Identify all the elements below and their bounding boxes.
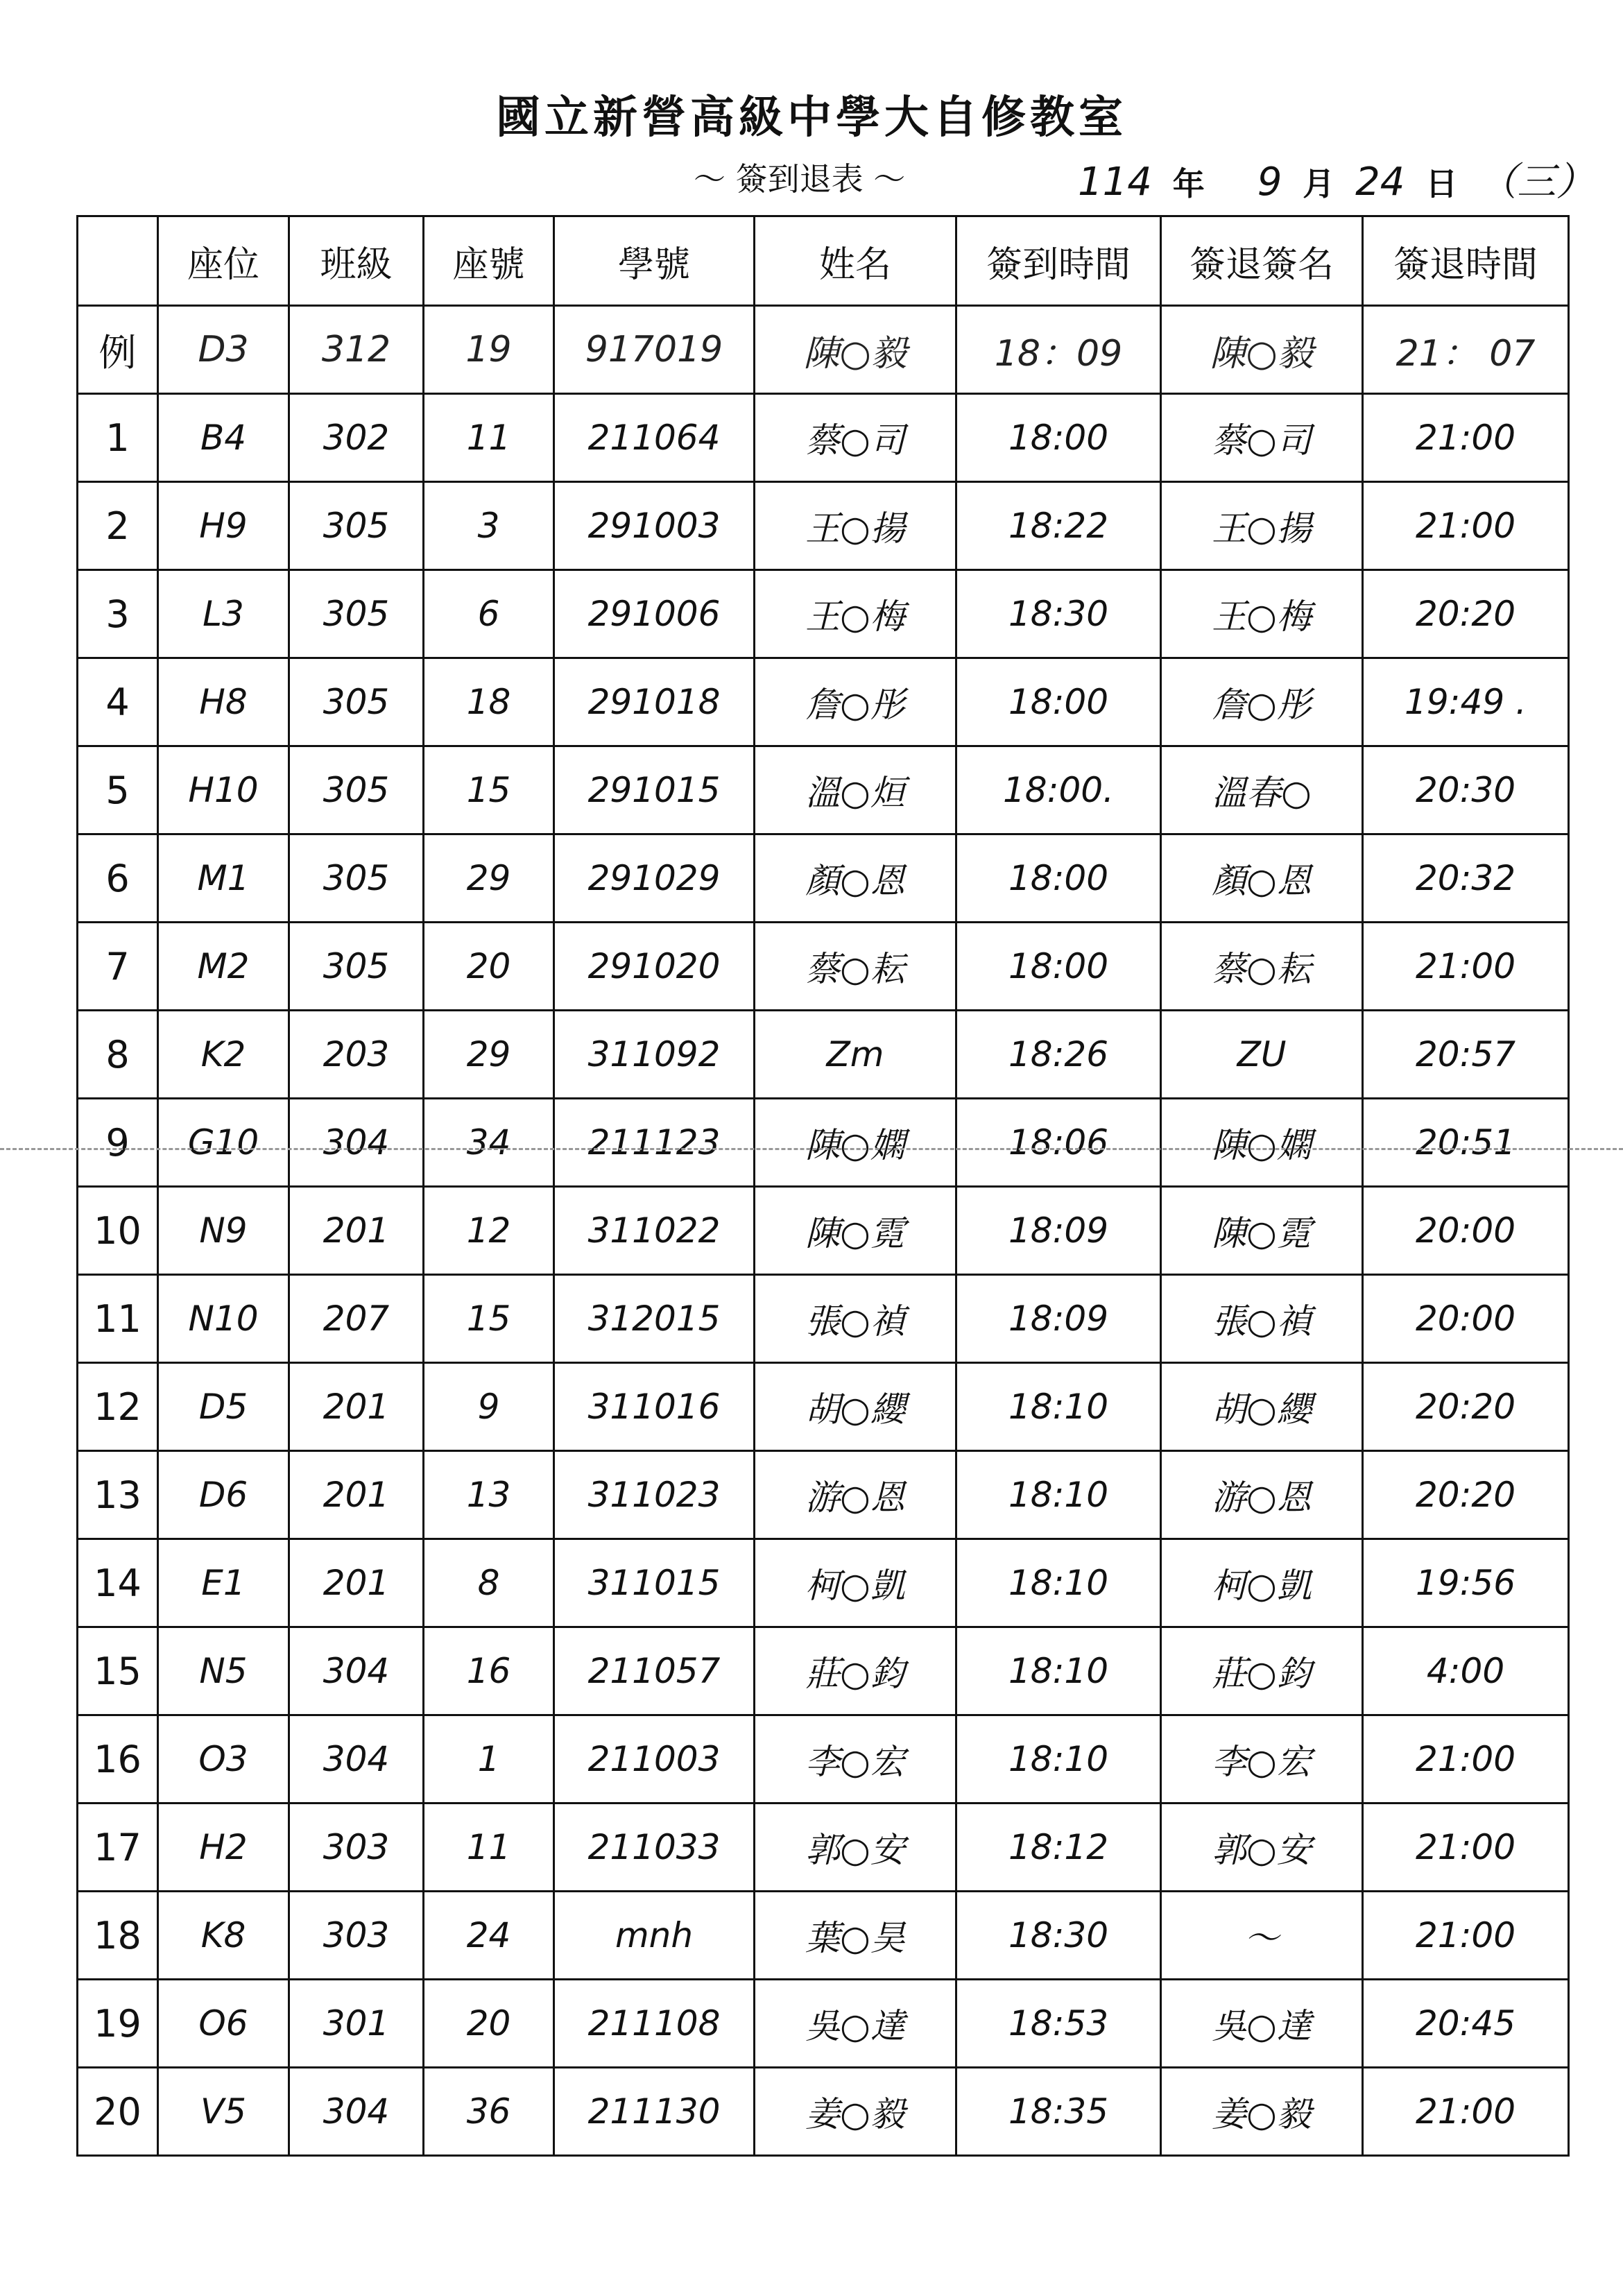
- cell-seat-number: 20: [424, 1980, 554, 2068]
- cell-sign-out-time: 20:20: [1363, 570, 1569, 658]
- cell-name: 莊○鈞: [755, 1627, 956, 1715]
- cell-sign-in-time: 18:10: [956, 1627, 1161, 1715]
- cell-name: 張○禎: [755, 1275, 956, 1363]
- cell-class: 203: [289, 1011, 424, 1099]
- table-row: [78, 1451, 1569, 1539]
- cell-row-number: 11: [78, 1275, 158, 1363]
- cell-student-id: 311022: [554, 1187, 755, 1275]
- cell-seat: L3: [158, 570, 289, 658]
- cell-student-id: 211108: [554, 1980, 755, 2068]
- cell-class: 305: [289, 482, 424, 570]
- cell-seat-number: 8: [424, 1539, 554, 1627]
- cell-class: 302: [289, 394, 424, 482]
- cell-seat: D5: [158, 1363, 289, 1451]
- cell-class: 207: [289, 1275, 424, 1363]
- cell-class: 305: [289, 746, 424, 834]
- cell-sign-in-time: 18:53: [956, 1980, 1161, 2068]
- date-year: 114: [1078, 160, 1152, 205]
- cell-seat-number: 36: [424, 2068, 554, 2156]
- cell-row-number: 13: [78, 1451, 158, 1539]
- column-header-student-id: 學號: [554, 216, 755, 306]
- table-row: [78, 1275, 1569, 1363]
- cell-row-number: 1: [78, 394, 158, 482]
- cell-sign-out-time: 21:00: [1363, 394, 1569, 482]
- cell-class: 201: [289, 1451, 424, 1539]
- cell-name: 胡○纓: [755, 1363, 956, 1451]
- cell-sign-out-signature: 郭○安: [1161, 1804, 1363, 1892]
- cell-sign-in-time: 18:10: [956, 1715, 1161, 1804]
- table-row: [78, 1980, 1569, 2068]
- cell-seat-number: 15: [424, 1275, 554, 1363]
- cell-name: 游○恩: [755, 1451, 956, 1539]
- column-header-sign-out-signature: 簽退簽名: [1161, 216, 1363, 306]
- cell-sign-out-signature: 李○宏: [1161, 1715, 1363, 1804]
- cell-sign-out-time: 21:00: [1363, 1715, 1569, 1804]
- cell-student-id: 291006: [554, 570, 755, 658]
- cell-sign-out-signature: 陳○嫻: [1161, 1099, 1363, 1187]
- cell-sign-out-time: 20:30: [1363, 746, 1569, 834]
- cell-student-id: mnh: [554, 1892, 755, 1980]
- cell-seat-number: 15: [424, 746, 554, 834]
- cell-class: 304: [289, 2068, 424, 2156]
- cell-class: 304: [289, 1627, 424, 1715]
- cell-name: 郭○安: [755, 1804, 956, 1892]
- column-header-class: 班級: [289, 216, 424, 306]
- cell-row-number: 18: [78, 1892, 158, 1980]
- page-title: 國立新營高級中學大自修教室: [496, 92, 1127, 144]
- cell-seat-number: 12: [424, 1187, 554, 1275]
- cell-seat-number: 16: [424, 1627, 554, 1715]
- cell-sign-out-signature: 蔡○司: [1161, 394, 1363, 482]
- cell-row-number: 20: [78, 2068, 158, 2156]
- cell-name: 王○梅: [755, 570, 956, 658]
- cell-seat: D6: [158, 1451, 289, 1539]
- cell-sign-out-signature: 陳○毅: [1161, 306, 1363, 394]
- cell-student-id: 311092: [554, 1011, 755, 1099]
- sign-in-out-table: [76, 215, 1570, 2157]
- cell-sign-in-time: 18:10: [956, 1451, 1161, 1539]
- cell-name: 陳○霓: [755, 1187, 956, 1275]
- cell-student-id: 291018: [554, 658, 755, 746]
- cell-seat: B4: [158, 394, 289, 482]
- cell-seat: K8: [158, 1892, 289, 1980]
- column-header-row-number: [78, 216, 158, 306]
- table-row: [78, 1011, 1569, 1099]
- cell-sign-out-signature: 溫春○: [1161, 746, 1363, 834]
- cell-sign-out-time: 20:20: [1363, 1363, 1569, 1451]
- cell-seat: H10: [158, 746, 289, 834]
- cell-row-number: 16: [78, 1715, 158, 1804]
- cell-seat: M1: [158, 834, 289, 923]
- table-row: [78, 1187, 1569, 1275]
- table-header-row: [78, 216, 1569, 306]
- cell-name: Zm: [755, 1011, 956, 1099]
- cell-name: 溫○烜: [755, 746, 956, 834]
- column-header-seat-number: 座號: [424, 216, 554, 306]
- cell-sign-in-time: 18:06: [956, 1099, 1161, 1187]
- table-row: [78, 1715, 1569, 1804]
- cell-class: 305: [289, 923, 424, 1011]
- cell-name: 蔡○耘: [755, 923, 956, 1011]
- cell-student-id: 311015: [554, 1539, 755, 1627]
- column-header-sign-out-time: 簽退時間: [1363, 216, 1569, 306]
- cell-sign-in-time: 18:00.: [956, 746, 1161, 834]
- cell-row-number: 9: [78, 1099, 158, 1187]
- cell-student-id: 291029: [554, 834, 755, 923]
- cell-name: 蔡○司: [755, 394, 956, 482]
- cell-seat-number: 9: [424, 1363, 554, 1451]
- cell-seat: H9: [158, 482, 289, 570]
- date-month-label: 月: [1303, 165, 1335, 203]
- cell-sign-out-signature: 顏○恩: [1161, 834, 1363, 923]
- cell-seat: H8: [158, 658, 289, 746]
- cell-row-number: 5: [78, 746, 158, 834]
- form-date: [1068, 151, 1604, 207]
- cell-sign-out-signature: 王○揚: [1161, 482, 1363, 570]
- cell-sign-out-time: 19:49 .: [1363, 658, 1569, 746]
- cell-sign-out-time: 20:51: [1363, 1099, 1569, 1187]
- cell-name: 陳○毅: [755, 306, 956, 394]
- cell-student-id: 311016: [554, 1363, 755, 1451]
- cell-name: 王○揚: [755, 482, 956, 570]
- table-row: [78, 1363, 1569, 1451]
- cell-sign-in-time: 18:30: [956, 1892, 1161, 1980]
- cell-student-id: 211130: [554, 2068, 755, 2156]
- example-row: [78, 306, 1569, 394]
- cell-sign-out-time: 19:56: [1363, 1539, 1569, 1627]
- table-row: [78, 1099, 1569, 1187]
- cell-class: 201: [289, 1539, 424, 1627]
- cell-student-id: 291020: [554, 923, 755, 1011]
- cell-sign-out-signature: 蔡○耘: [1161, 923, 1363, 1011]
- cell-seat: N9: [158, 1187, 289, 1275]
- cell-seat: V5: [158, 2068, 289, 2156]
- cell-row-number: 15: [78, 1627, 158, 1715]
- cell-seat: K2: [158, 1011, 289, 1099]
- cell-student-id: 211057: [554, 1627, 755, 1715]
- cell-student-id: 917019: [554, 306, 755, 394]
- cell-sign-out-time: 21:00: [1363, 1804, 1569, 1892]
- date-year-label: 年: [1172, 165, 1205, 203]
- date-weekday: （三）: [1478, 160, 1595, 205]
- cell-seat-number: 11: [424, 1804, 554, 1892]
- cell-student-id: 211003: [554, 1715, 755, 1804]
- cell-sign-out-signature: 柯○凱: [1161, 1539, 1363, 1627]
- table-row: [78, 1627, 1569, 1715]
- cell-sign-in-time: 18:09: [956, 1187, 1161, 1275]
- cell-row-number: 3: [78, 570, 158, 658]
- cell-sign-in-time: 18:00: [956, 923, 1161, 1011]
- cell-sign-out-signature: 張○禎: [1161, 1275, 1363, 1363]
- cell-seat-number: 20: [424, 923, 554, 1011]
- cell-sign-in-time: 18:09: [956, 1275, 1161, 1363]
- cell-class: 305: [289, 834, 424, 923]
- cell-sign-out-time: 21:00: [1363, 482, 1569, 570]
- table-row: [78, 1539, 1569, 1627]
- cell-student-id: 211033: [554, 1804, 755, 1892]
- cell-name: 詹○彤: [755, 658, 956, 746]
- table-row: [78, 394, 1569, 482]
- cell-name: 陳○嫻: [755, 1099, 956, 1187]
- cell-seat: G10: [158, 1099, 289, 1187]
- cell-sign-out-time: 4:00: [1363, 1627, 1569, 1715]
- cell-sign-in-time: 18:30: [956, 570, 1161, 658]
- cell-seat-number: 34: [424, 1099, 554, 1187]
- date-day: 24: [1355, 160, 1405, 205]
- cell-seat-number: 18: [424, 658, 554, 746]
- cell-seat-number: 1: [424, 1715, 554, 1804]
- cell-class: 312: [289, 306, 424, 394]
- cell-seat-number: 3: [424, 482, 554, 570]
- cell-seat-number: 29: [424, 834, 554, 923]
- cell-sign-out-time: 21:00: [1363, 1892, 1569, 1980]
- cell-sign-in-time: 18：09: [956, 306, 1161, 394]
- cell-sign-out-signature: 王○梅: [1161, 570, 1363, 658]
- cell-student-id: 211123: [554, 1099, 755, 1187]
- cell-row-number: 19: [78, 1980, 158, 2068]
- cell-seat-number: 13: [424, 1451, 554, 1539]
- cell-name: 柯○凱: [755, 1539, 956, 1627]
- cell-sign-out-signature: 胡○纓: [1161, 1363, 1363, 1451]
- cell-row-number: 例: [78, 306, 158, 394]
- cell-sign-out-signature: ZU: [1161, 1011, 1363, 1099]
- cell-name: 葉○昊: [755, 1892, 956, 1980]
- cell-class: 305: [289, 570, 424, 658]
- cell-seat: O3: [158, 1715, 289, 1804]
- cell-sign-out-time: 20:00: [1363, 1187, 1569, 1275]
- cell-sign-out-time: 20:20: [1363, 1451, 1569, 1539]
- cell-sign-out-signature: 姜○毅: [1161, 2068, 1363, 2156]
- fold-line: [0, 1148, 1623, 1150]
- cell-row-number: 10: [78, 1187, 158, 1275]
- cell-seat: N5: [158, 1627, 289, 1715]
- table-row: [78, 834, 1569, 923]
- cell-class: 304: [289, 1099, 424, 1187]
- cell-row-number: 17: [78, 1804, 158, 1892]
- cell-name: 李○宏: [755, 1715, 956, 1804]
- cell-row-number: 4: [78, 658, 158, 746]
- cell-sign-out-time: 21:00: [1363, 2068, 1569, 2156]
- cell-class: 305: [289, 658, 424, 746]
- date-month: 9: [1257, 160, 1282, 205]
- form-subtitle: ～ 簽到退表 ～: [694, 160, 906, 198]
- cell-sign-out-signature: 莊○鈞: [1161, 1627, 1363, 1715]
- cell-sign-out-time: 21:00: [1363, 923, 1569, 1011]
- cell-seat: N10: [158, 1275, 289, 1363]
- cell-student-id: 291015: [554, 746, 755, 834]
- cell-seat-number: 6: [424, 570, 554, 658]
- cell-sign-in-time: 18:26: [956, 1011, 1161, 1099]
- cell-class: 201: [289, 1187, 424, 1275]
- table-row: [78, 658, 1569, 746]
- cell-sign-out-time: 20:00: [1363, 1275, 1569, 1363]
- table-row: [78, 570, 1569, 658]
- cell-seat: H2: [158, 1804, 289, 1892]
- table-row: [78, 923, 1569, 1011]
- cell-sign-out-time: 21： 07: [1363, 306, 1569, 394]
- cell-seat: E1: [158, 1539, 289, 1627]
- cell-name: 顏○恩: [755, 834, 956, 923]
- cell-sign-in-time: 18:12: [956, 1804, 1161, 1892]
- cell-row-number: 8: [78, 1011, 158, 1099]
- cell-seat: O6: [158, 1980, 289, 2068]
- cell-name: 吳○達: [755, 1980, 956, 2068]
- table-row: [78, 1892, 1569, 1980]
- cell-seat-number: 19: [424, 306, 554, 394]
- table-row: [78, 482, 1569, 570]
- cell-seat: D3: [158, 306, 289, 394]
- cell-sign-out-signature: 陳○霓: [1161, 1187, 1363, 1275]
- cell-class: 301: [289, 1980, 424, 2068]
- cell-sign-in-time: 18:35: [956, 2068, 1161, 2156]
- cell-sign-out-signature: 游○恩: [1161, 1451, 1363, 1539]
- date-day-label: 日: [1425, 165, 1458, 203]
- column-header-seat: 座位: [158, 216, 289, 306]
- table-row: [78, 1804, 1569, 1892]
- cell-sign-in-time: 18:22: [956, 482, 1161, 570]
- cell-sign-in-time: 18:00: [956, 658, 1161, 746]
- cell-name: 姜○毅: [755, 2068, 956, 2156]
- cell-row-number: 14: [78, 1539, 158, 1627]
- cell-class: 304: [289, 1715, 424, 1804]
- cell-class: 201: [289, 1363, 424, 1451]
- cell-seat-number: 24: [424, 1892, 554, 1980]
- cell-sign-out-signature: 詹○彤: [1161, 658, 1363, 746]
- table-row: [78, 746, 1569, 834]
- cell-sign-out-signature: 吳○達: [1161, 1980, 1363, 2068]
- cell-class: 303: [289, 1892, 424, 1980]
- column-header-name: 姓名: [755, 216, 956, 306]
- cell-sign-out-signature: 〜: [1161, 1892, 1363, 1980]
- cell-row-number: 7: [78, 923, 158, 1011]
- table-row: [78, 2068, 1569, 2156]
- cell-sign-out-time: 20:57: [1363, 1011, 1569, 1099]
- cell-row-number: 12: [78, 1363, 158, 1451]
- cell-seat-number: 11: [424, 394, 554, 482]
- column-header-sign-in-time: 簽到時間: [956, 216, 1161, 306]
- cell-row-number: 2: [78, 482, 158, 570]
- cell-student-id: 211064: [554, 394, 755, 482]
- cell-student-id: 312015: [554, 1275, 755, 1363]
- cell-sign-out-time: 20:45: [1363, 1980, 1569, 2068]
- cell-student-id: 311023: [554, 1451, 755, 1539]
- cell-seat: M2: [158, 923, 289, 1011]
- cell-class: 303: [289, 1804, 424, 1892]
- cell-student-id: 291003: [554, 482, 755, 570]
- cell-sign-out-time: 20:32: [1363, 834, 1569, 923]
- cell-seat-number: 29: [424, 1011, 554, 1099]
- cell-sign-in-time: 18:00: [956, 834, 1161, 923]
- cell-row-number: 6: [78, 834, 158, 923]
- cell-sign-in-time: 18:00: [956, 394, 1161, 482]
- cell-sign-in-time: 18:10: [956, 1363, 1161, 1451]
- cell-sign-in-time: 18:10: [956, 1539, 1161, 1627]
